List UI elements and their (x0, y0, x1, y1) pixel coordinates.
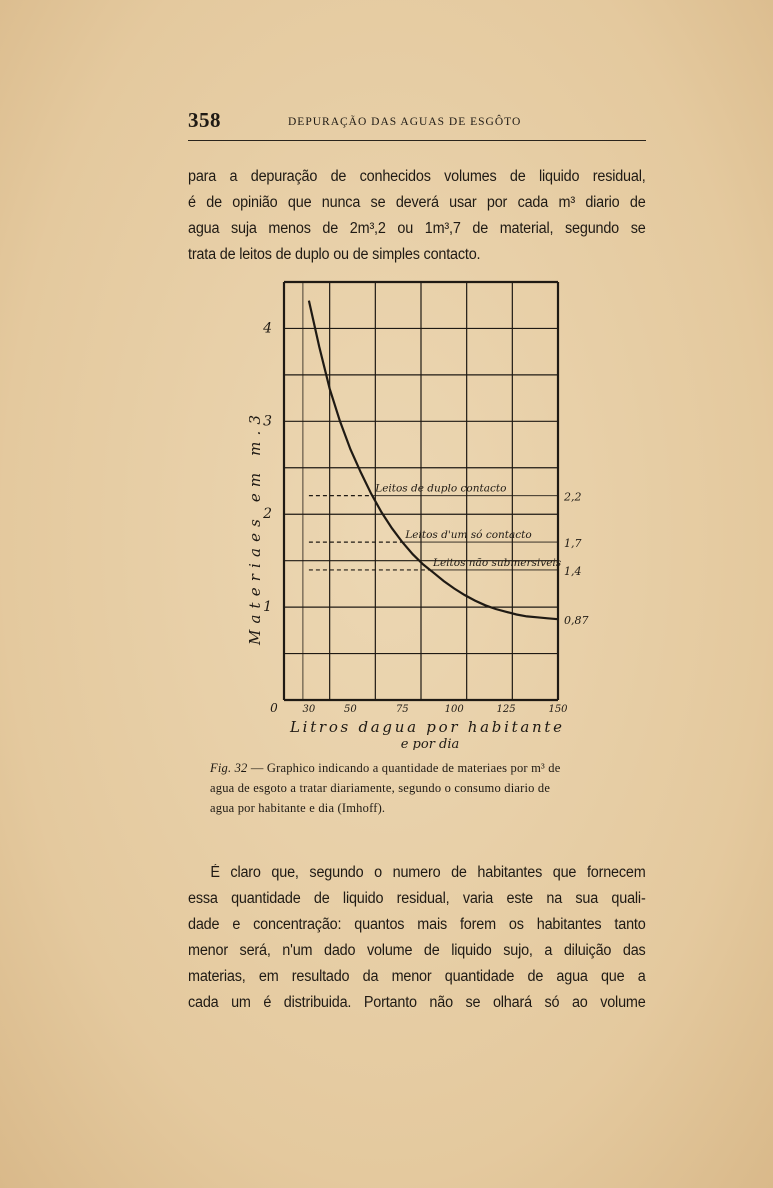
paragraph-2 (188, 860, 646, 1016)
x-tick-label: 100 (444, 704, 464, 715)
annotation-label: Leitos de duplo contacto (375, 482, 507, 495)
caption-line-3: agua por habitante e dia (Imhoff). (210, 801, 386, 815)
text-line: agua suja menos de 2m³,2 ou 1m³,7 de material, segundo se (188, 220, 646, 237)
x-axis-label-cont: e por dia (400, 737, 460, 750)
running-head: DEPURAÇÃO DAS AGUAS DE ESGÔTO (288, 116, 522, 128)
origin-label: 0 (270, 701, 278, 715)
y-axis-label: Materiaes em m.3 (246, 415, 264, 645)
caption-text-1: — Graphico indicando a quantidade de materiaes por m³ de (247, 761, 561, 775)
page-header (188, 108, 646, 141)
y-tick-label: 4 (263, 320, 272, 337)
annotation-label: Leitos não submersiveis (432, 556, 562, 569)
y-tick-label: 1 (263, 599, 272, 616)
chart-svg (240, 270, 620, 750)
text-line: materias, em resultado da menor quantidade de agua que a (188, 968, 646, 985)
page-number: 358 (188, 108, 221, 132)
text-line: é de opinião que nunca se deverá usar por cada m³ diario de (188, 194, 646, 211)
x-tick-label: 125 (496, 704, 516, 715)
text-line: essa quantidade de liquido residual, varia este na sua quali- (188, 890, 646, 907)
consumption-curve (309, 301, 558, 620)
annotation-label: Leitos d'um só contacto (405, 529, 532, 542)
paragraph-1 (188, 164, 646, 268)
x-tick-label: 50 (344, 704, 357, 715)
annotation-value: 1,7 (564, 537, 582, 551)
caption-line-2: agua de esgoto a tratar diariamente, segundo o consumo diario de (210, 781, 551, 795)
figure-32-chart (240, 270, 620, 750)
y-tick-label: 2 (263, 506, 272, 523)
text-line: dade e concentração: quantos mais forem os habitantes tanto (188, 916, 646, 933)
x-tick-label: 150 (548, 704, 568, 715)
text-line: cada um é distribuida. Portanto não se olhará só ao volume (188, 994, 646, 1011)
annotation-value: 2,2 (564, 490, 582, 504)
x-tick-label: 75 (395, 704, 409, 715)
figure-caption (188, 758, 646, 818)
x-tick-label: 30 (302, 704, 316, 715)
y-tick-label: 3 (263, 413, 272, 430)
text-line: para a depuração de conhecidos volumes de liquido residual, (188, 168, 646, 185)
text-line: É claro que, segundo o numero de habitantes que fornecem (210, 864, 646, 881)
figure-label: Fig. 32 (210, 761, 248, 775)
text-line: menor será, n'um dado volume de liquido sujo, a diluição das (188, 942, 646, 959)
annotation-value: 1,4 (564, 564, 582, 578)
caption-line-1 (188, 758, 646, 778)
annotation-value: 0,87 (564, 614, 589, 628)
x-axis-label: Litros dagua por habitante (290, 718, 562, 736)
text-line: trata de leitos de duplo ou de simples contacto. (188, 246, 481, 263)
